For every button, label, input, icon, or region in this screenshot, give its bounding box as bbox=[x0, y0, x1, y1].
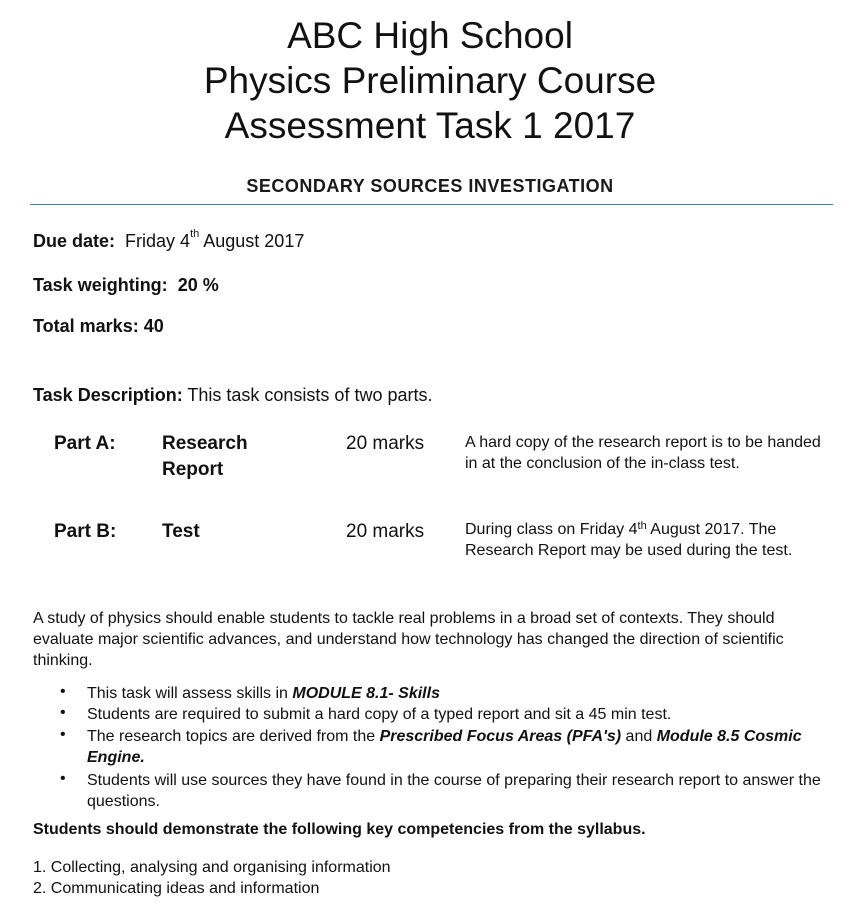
header-divider bbox=[30, 204, 833, 205]
total-marks bbox=[33, 316, 164, 337]
part-a-name-line2: Report bbox=[162, 459, 224, 480]
bullet-item: Students are required to submit a hard copy of a typed report and sit a 45 min test. bbox=[87, 706, 672, 723]
task-description bbox=[33, 385, 432, 406]
task-description-label: Task Description: bbox=[33, 385, 183, 405]
school-title: ABC High School bbox=[287, 15, 573, 56]
bullet-item: This task will assess skills in MODULE 8.1- Skills bbox=[87, 685, 440, 702]
bullet-dot: • bbox=[60, 770, 66, 787]
intro-paragraph: A study of physics should enable students to tackle real problems in a broad set of contexts. They should evaluate major scientific advances, and understand how technology has changed the direction of scientific thinking. bbox=[33, 610, 784, 669]
investigation-subtitle: SECONDARY SOURCES INVESTIGATION bbox=[246, 176, 614, 196]
bullet-item: Students will use sources they have found in the course of preparing their research report to answer the questions. bbox=[87, 772, 821, 810]
weighting-value: 20 % bbox=[177, 275, 219, 295]
competencies-heading: Students should demonstrate the following key competencies from the syllabus. bbox=[33, 821, 646, 838]
total-marks-value: 40 bbox=[143, 316, 164, 336]
part-a-marks: 20 marks bbox=[346, 433, 425, 454]
competency-item: 1. Collecting, analysing and organising information bbox=[33, 859, 391, 876]
due-date-value: Friday 4th August 2017 bbox=[125, 228, 305, 251]
part-a-name-line1: Research bbox=[162, 433, 248, 454]
bullet-dot: • bbox=[60, 683, 66, 700]
competency-item: 2. Communicating ideas and information bbox=[33, 880, 320, 897]
task-weighting bbox=[33, 275, 219, 296]
weighting-label: Task weighting: bbox=[33, 275, 168, 295]
task-title: Assessment Task 1 2017 bbox=[224, 105, 636, 146]
part-b-description: During class on Friday 4th August 2017. The Research Report may be used during the test. bbox=[465, 520, 793, 559]
total-marks-label: Total marks: bbox=[33, 316, 139, 336]
task-description-text: This task consists of two parts. bbox=[182, 385, 433, 405]
bullet-dot: • bbox=[60, 704, 66, 721]
due-date-label: Due date: bbox=[33, 231, 116, 251]
part-a-description: A hard copy of the research report is to be handed in at the conclusion of the in-class test. bbox=[465, 434, 821, 472]
due-date bbox=[33, 228, 305, 252]
part-b-name: Test bbox=[162, 521, 200, 542]
part-b-marks: 20 marks bbox=[346, 521, 425, 542]
bullet-dot: • bbox=[60, 726, 66, 743]
course-title: Physics Preliminary Course bbox=[203, 60, 657, 101]
part-a-label: Part A: bbox=[54, 433, 116, 454]
part-b-label: Part B: bbox=[54, 521, 117, 542]
bullet-item: The research topics are derived from the Prescribed Focus Areas (PFA's) and Module 8.5 Cosmic Engine. bbox=[87, 728, 802, 766]
